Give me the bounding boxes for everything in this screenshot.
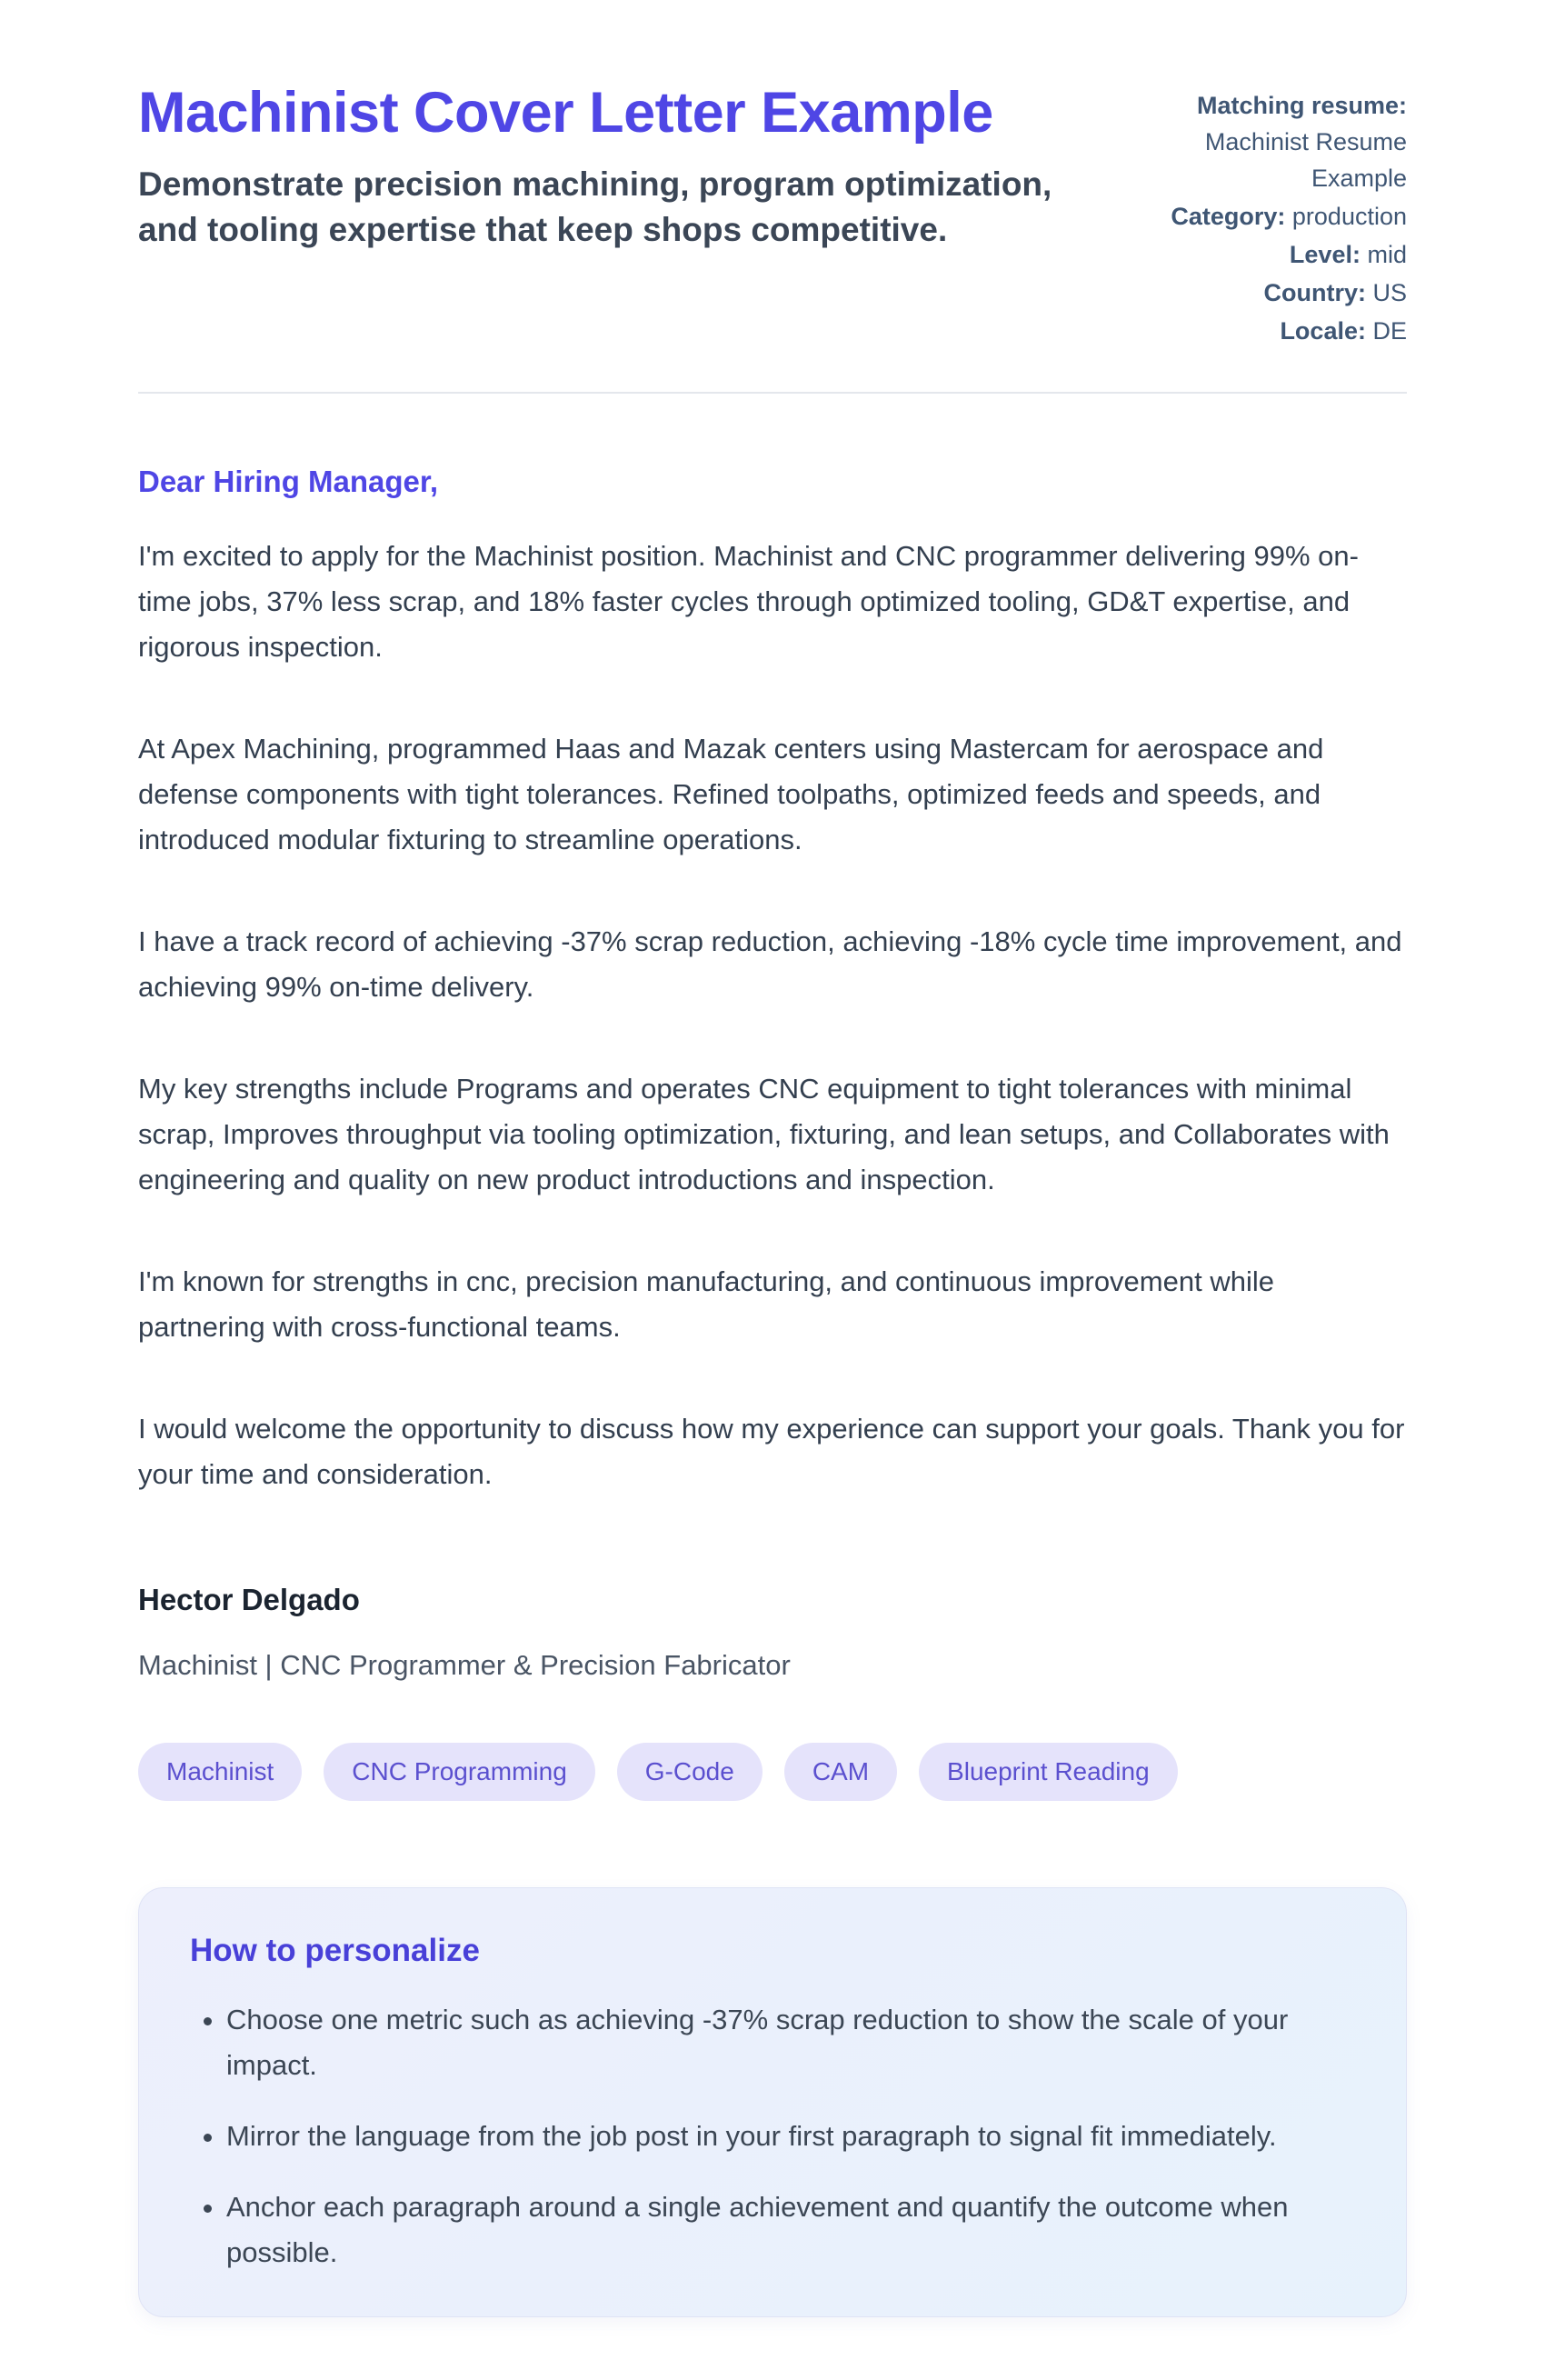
letter-body [138, 394, 1407, 1688]
meta-value: DE [1372, 317, 1407, 345]
meta-value: production [1291, 203, 1407, 230]
skill-tag: CNC Programming [324, 1743, 595, 1801]
personalize-heading: How to personalize [190, 1933, 480, 1968]
skill-tag: CAM [784, 1743, 897, 1801]
signature-role: Machinist | CNC Programmer & Precision Fabricator [138, 1649, 791, 1681]
meta-label: Country: [1263, 279, 1366, 306]
letter-paragraph: I would welcome the opportunity to discuss how my experience can support your goals. Thank you for your time and consideration. [138, 1413, 1405, 1490]
meta-value: mid [1367, 241, 1407, 268]
meta-value: Machinist Resume Example [1204, 128, 1407, 192]
meta-row [1123, 236, 1407, 273]
meta-row [1123, 313, 1407, 349]
skill-tags [138, 1743, 1407, 1801]
page-subtitle: Demonstrate precision machining, program optimization, and tooling expertise that keep shops competitive. [138, 165, 1052, 248]
personalize-item: • Anchor each paragraph around a single achievement and quantify the outcome when possible. [226, 2185, 1353, 2275]
meta-row [1123, 87, 1407, 196]
header-title-block [138, 80, 1087, 253]
meta-label: Category: [1171, 203, 1286, 230]
meta-label: Locale: [1280, 317, 1366, 345]
signature-name: Hector Delgado [138, 1583, 360, 1616]
skill-tag: G-Code [617, 1743, 763, 1801]
resume-meta [1123, 80, 1407, 351]
page-title: Machinist Cover Letter Example [138, 81, 993, 145]
letter-paragraph: I'm known for strengths in cnc, precision manufacturing, and continuous improvement while partnering with cross-functional teams. [138, 1265, 1274, 1343]
personalize-item: • Choose one metric such as achieving -37% scrap reduction to show the scale of your impact. [226, 1997, 1353, 2088]
meta-value: US [1372, 279, 1407, 306]
header [138, 80, 1407, 351]
letter-paragraph: My key strengths include Programs and operates CNC equipment to tight tolerances with minimal scrap, Improves throughput via tooling optimization, fixturing, and lean setups, and Collaborates with engineering and quality on new product introductions and inspection. [138, 1073, 1390, 1195]
meta-row [1123, 198, 1407, 235]
personalize-callout [138, 1887, 1407, 2317]
letter-paragraph: At Apex Machining, programmed Haas and Mazak centers using Mastercam for aerospace and defense components with tight tolerances. Refined toolpaths, optimized feeds and speeds, and introduced modular fixturing to streamline operations. [138, 733, 1324, 855]
meta-row [1123, 275, 1407, 311]
meta-label: Matching resume: [1196, 92, 1407, 119]
skill-tag: Blueprint Reading [919, 1743, 1178, 1801]
personalize-item: • Mirror the language from the job post in your first paragraph to signal fit immediately. [226, 2114, 1353, 2159]
meta-label: Level: [1289, 241, 1361, 268]
letter-paragraph: I'm excited to apply for the Machinist position. Machinist and CNC programmer delivering 99% on-time jobs, 37% less scrap, and 18% faster cycles through optimized tooling, GD&T expertise, and rigorous inspection. [138, 540, 1359, 663]
personalize-list [190, 1997, 1355, 2275]
greeting: Dear Hiring Manager, [138, 465, 439, 498]
skill-tag: Machinist [138, 1743, 302, 1801]
signature-block [138, 1577, 1407, 1688]
letter-paragraph: I have a track record of achieving -37% scrap reduction, achieving -18% cycle time improvement, and achieving 99% on-time delivery. [138, 925, 1402, 1003]
